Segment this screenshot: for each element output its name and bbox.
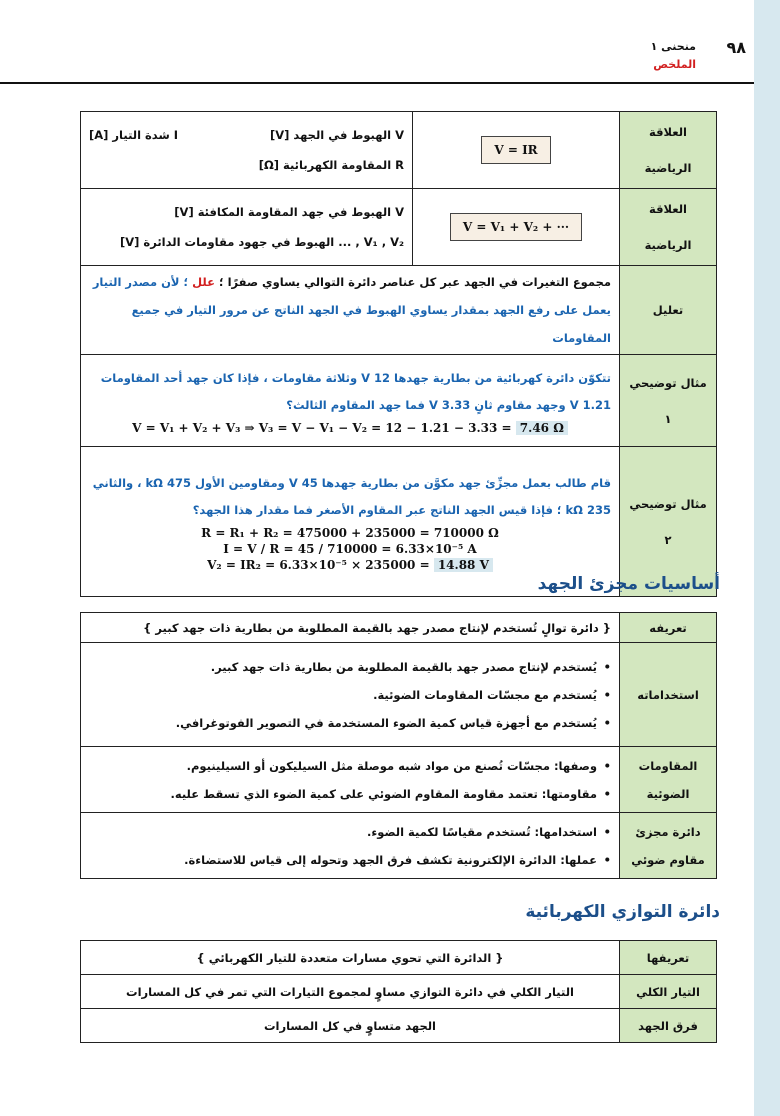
section-voltage-divider-title: أساسيات مجزئ الجهد xyxy=(537,574,720,594)
def-v: V الهبوط في الجهد [V] xyxy=(270,128,404,142)
photoresistors-cell xyxy=(81,747,620,813)
example-2-equation: V₂ = IR₂ = 6.33×10⁻⁵ × 235000 = xyxy=(207,557,430,572)
series-circuit-table xyxy=(80,111,717,597)
def-r: R المقاومة الكهربائية [Ω] xyxy=(258,158,404,172)
definition-text: { دائرة توالٍ تُستخدم لإنتاج مصدر جهد بالقيمة المطلوبة من بطارية ذات جهد كبير } xyxy=(81,613,620,643)
use-item: • يُستخدم مع مجسّات المقاومات الضوئية. xyxy=(89,681,597,709)
label-parallel-definition: تعريفها xyxy=(620,941,717,975)
label-voltage-difference: فرق الجهد xyxy=(620,1009,717,1043)
definitions-cell-1 xyxy=(81,112,413,189)
label-math-relation-1: العلاقة الرياضية xyxy=(620,112,717,189)
photo-item: • مقاومتها: تعتمد مقاومة المقاوم الضوئي على كمية الضوء الذي تسقط عليه. xyxy=(89,780,597,808)
page-header xyxy=(0,36,754,82)
uses-cell xyxy=(81,643,620,747)
photo-divider-cell xyxy=(81,813,620,879)
example-1-equation: V = V₁ + V₂ + V₃ ⇒ V₃ = V − V₁ − V₂ = 12 − 1.21 − 3.33 = xyxy=(132,420,512,435)
section-parallel-circuit-title: دائرة التوازي الكهربائية xyxy=(525,902,720,922)
def-v-eq: V الهبوط في جهد المقاومة المكافئة [V] xyxy=(174,205,404,219)
label-photo-divider-circuit: دائرة مجزئ مقاوم ضوئي xyxy=(620,813,717,879)
use-item: • يُستخدم لإنتاج مصدر جهد بالقيمة المطلوبة من بطارية ذات جهد كبير. xyxy=(89,653,597,681)
justify-reason: ؛ لأن مصدر التيار يعمل على رفع الجهد بمقدار يساوي الهبوط في الجهد الناتج عن مرور التيار في جميع المقاومات xyxy=(92,275,611,345)
label-example-2: مثال توضيحي ٢ xyxy=(620,447,717,597)
example-2-eq1: R = R₁ + R₂ = 475000 + 235000 = 710000 Ω xyxy=(201,525,499,540)
label-total-current: التيار الكلي xyxy=(620,975,717,1009)
def-i: I شدة التيار [A] xyxy=(89,128,179,142)
formula-ohm: V = IR xyxy=(481,136,550,164)
label-math-relation-2: العلاقة الرياضية xyxy=(620,189,717,266)
subunit-title: الملخص xyxy=(653,58,696,71)
total-current-text: التيار الكلي في دائرة التوازي مساوٍ لمجموع التيارات التي تمر في كل المسارات xyxy=(81,975,620,1009)
photo-item: • وصفها: مجسّات تُصنع من مواد شبه موصلة مثل السيليكون أو السيلينيوم. xyxy=(89,752,597,780)
justify-keyword: علل xyxy=(192,275,215,289)
label-justify: تعليل xyxy=(620,266,717,355)
example-2-eq2: I = V / R = 45 / 710000 = 6.33×10⁻⁵ A xyxy=(223,541,477,556)
definitions-cell-2 xyxy=(81,189,413,266)
use-item: • يُستخدم مع أجهزة قياس كمية الضوء المستخدمة في التصوير الفوتوغرافي. xyxy=(89,709,597,737)
def-vs: V₁ , V₂ , ... الهبوط في جهود مقاومات الدائرة [V] xyxy=(119,235,404,249)
label-definition: تعريفه xyxy=(620,613,717,643)
parallel-definition-text: { الدائرة التي تحوي مسارات متعددة للتيار الكهربائي } xyxy=(81,941,620,975)
example-1-solution xyxy=(89,421,611,435)
label-example-1: مثال توضيحي ١ xyxy=(620,355,717,447)
parallel-circuit-table xyxy=(80,940,717,1043)
formula-cell-2 xyxy=(413,189,620,266)
voltage-divider-table xyxy=(80,612,717,879)
side-bar xyxy=(754,0,780,1116)
example-1-question: تتكوّن دائرة كهربائية من بطارية جهدها 12 V وثلاثة مقاومات ، فإذا كان جهد أحد المقاومات 1.21 V وجهد مقاوم ثانٍ 3.33 V فما جهد المقاوم الثالث؟ xyxy=(100,370,611,412)
formula-cell-1 xyxy=(413,112,620,189)
example-2-question: قام طالب بعمل مجزِّئ جهد مكوَّن من بطارية جهدها 45 V ومقاومين الأول 475 kΩ ، والثاني 235 kΩ ؛ فإذا قيس الجهد الناتج عبر المقاوم الأصغر فما مقدار هذا الجهد؟ xyxy=(92,475,611,517)
example-1-answer: 7.46 Ω xyxy=(516,421,568,435)
example-2-eq3 xyxy=(89,558,611,572)
header-divider xyxy=(0,82,754,84)
page-number: ٩٨ xyxy=(726,38,746,57)
label-photoresistors: المقاومات الضوئية xyxy=(620,747,717,813)
unit-title: منحنى ١ xyxy=(650,40,696,53)
example-1-cell xyxy=(81,355,620,447)
voltage-difference-text: الجهد متساوٍ في كل المسارات xyxy=(81,1009,620,1043)
formula-series-voltage: V = V₁ + V₂ + ··· xyxy=(450,213,582,241)
justify-text xyxy=(81,266,620,355)
justify-statement: مجموع التغيرات في الجهد عبر كل عناصر دائرة التوالي يساوي صفرًا ؛ xyxy=(218,275,611,289)
label-uses: استخداماته xyxy=(620,643,717,747)
example-2-answer: 14.88 V xyxy=(434,558,493,572)
circuit-item: • عملها: الدائرة الإلكترونية تكشف فرق الجهد وتحوله إلى قياس للاستضاءة. xyxy=(89,846,597,874)
circuit-item: • استخدامها: تُستخدم مقياسًا لكمية الضوء. xyxy=(89,818,597,846)
